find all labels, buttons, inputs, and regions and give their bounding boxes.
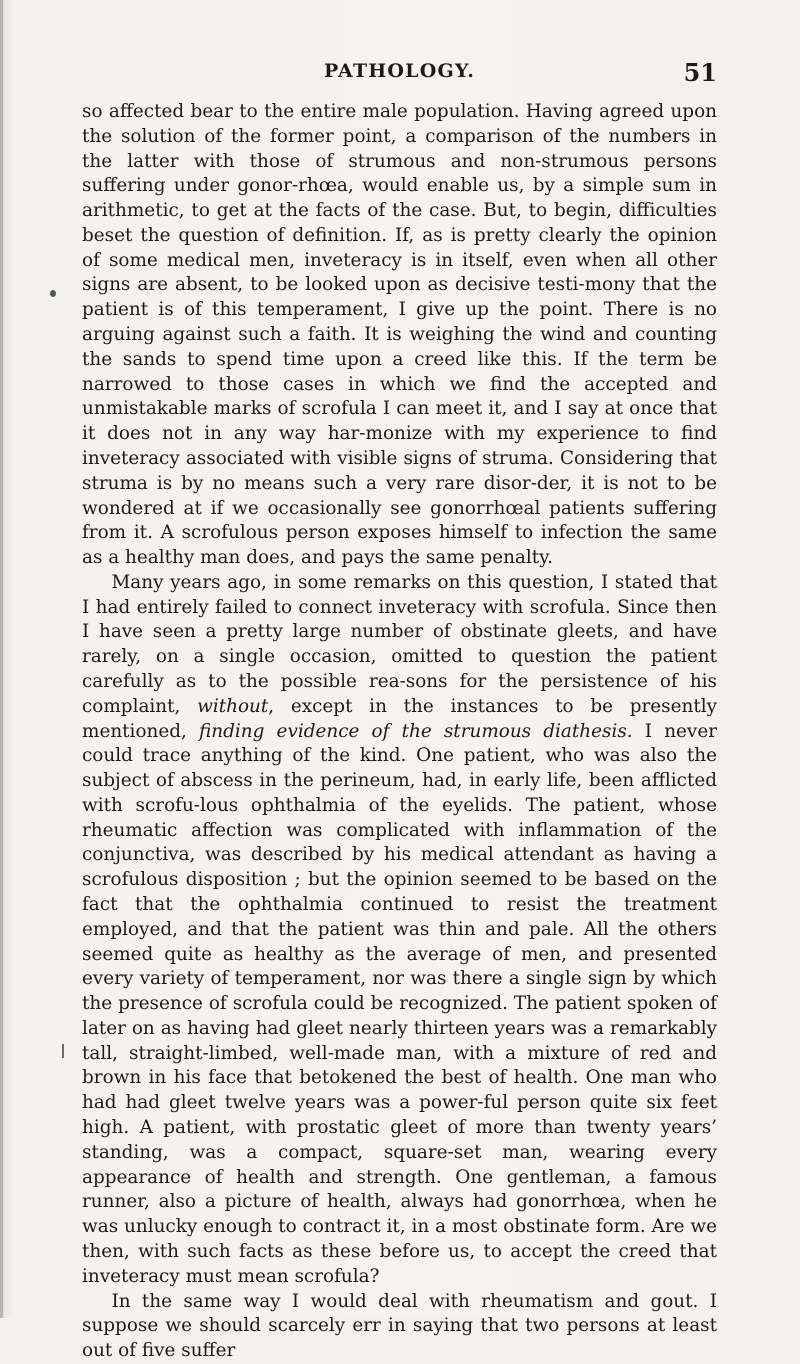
italic-text: without bbox=[197, 695, 269, 717]
text-run: In the same way I would deal with rheumatism and gout. I suppose we should scarcely err in saying that two persons at least out of five suffer bbox=[82, 1290, 717, 1362]
page-number: 51 bbox=[683, 58, 717, 87]
spine-shadow bbox=[0, 0, 3, 1318]
margin-ink-mark bbox=[62, 1044, 64, 1058]
text-run: , except in the instances to be presently mentioned, bbox=[82, 695, 717, 742]
paragraph bbox=[82, 1290, 717, 1364]
text-run: Many years ago, in some remarks on this question, I stated that I had entirely failed to connect inveteracy with scrofula. Since then I have seen a pretty large number of obstinate gleets, and have rarely, on a single occasion, omitted to question the patient carefully as to the possible rea-sons for the persistence of his complaint, bbox=[82, 571, 717, 717]
margin-ink-spot bbox=[50, 290, 56, 297]
page-header bbox=[82, 60, 717, 88]
italic-text: finding evidence of the strumous diathesis. bbox=[199, 720, 633, 742]
paragraph bbox=[82, 571, 717, 1290]
paragraph bbox=[82, 100, 717, 571]
running-head: PATHOLOGY. bbox=[323, 60, 476, 82]
text-run: I never could trace anything of the kind. One patient, who was also the subject of abscess in the perineum, had, in early life, been afflicted with scrofu-lous ophthalmia of the eyelids. The patient, whose rheumatic affection was complicated with inflammation of the conjunctiva, was described by his medical attendant as having a scrofulous disposition ; but the opinion seemed to be based on the fact that the ophthalmia continued to resist the treatment employed, and that the patient was thin and pale. All the others seemed quite as healthy as the average of men, and presented every variety of temperament, nor was there a single sign by which the presence of scrofula could be recognized. The patient spoken of later on as having had gleet nearly thirteen years was a remarkably tall, straight-limbed, well-made man, with a mixture of red and brown in his face that betokened the best of health. One man who had had gleet twelve years was a power-ful person quite six feet high. A patient, with prostatic gleet of more than twenty years’ standing, was a compact, square-set man, wearing every appearance of health and strength. One gentleman, a famous runner, also a picture of health, always had gonorrhœa, when he was unlucky enough to contract it, in a most obstinate form. Are we then, with such facts as these before us, to accept the creed that inveteracy must mean scrofula? bbox=[82, 720, 717, 1287]
text-run: so affected bear to the entire male population. Having agreed upon the solution of the former point, a comparison of the numbers in the latter with those of strumous and non-strumous persons suffering under gonor-rhœa, would enable us, by a simple sum in arithmetic, to get at the facts of the case. But, to begin, difficulties beset the question of definition. If, as is pretty clearly the opinion of some medical men, inveteracy is in itself, even when all other signs are absent, to be looked upon as decisive testi-mony that the patient is of this temperament, I give up the point. There is no arguing against such a faith. It is weighing the wind and counting the sands to spend time upon a creed like this. If the term be narrowed to those cases in which we find the accepted and unmistakable marks of scrofula I can meet it, and I say at once that it does not in any way har-monize with my experience to find inveteracy associated with visible signs of struma. Considering that struma is by no means such a very rare disor-der, it is not to be wondered at if we occasionally see gonorrhœal patients suffering from it. A scrofulous person exposes himself to infection the same as a healthy man does, and pays the same penalty. bbox=[82, 101, 717, 569]
body-text bbox=[82, 100, 717, 1362]
